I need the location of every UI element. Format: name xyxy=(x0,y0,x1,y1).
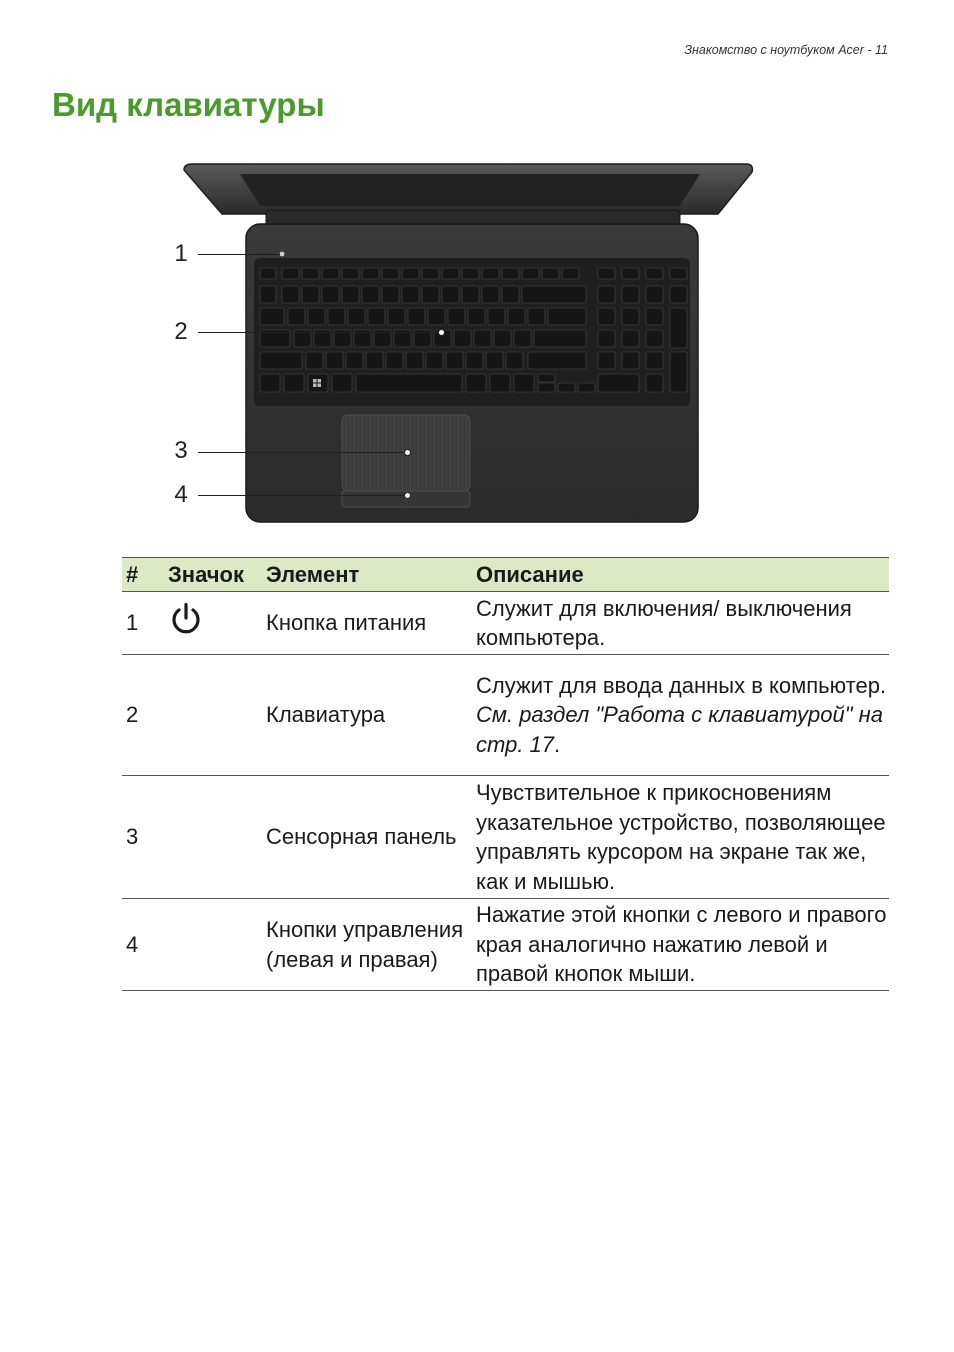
header-description: Описание xyxy=(472,558,889,592)
callout-1-line xyxy=(198,254,280,255)
laptop-keyboard-illustration xyxy=(170,160,770,530)
callout-2: 2 xyxy=(174,318,188,345)
callout-3-line xyxy=(198,452,406,453)
keyboard-spec-table xyxy=(122,557,889,991)
row-element: Клавиатура xyxy=(262,655,472,776)
row-element: Кнопки управления (левая и правая) xyxy=(262,899,472,991)
table-header-row xyxy=(122,558,889,592)
callout-3-dot xyxy=(404,449,411,456)
row-element: Кнопка питания xyxy=(262,592,472,655)
row-num: 4 xyxy=(122,899,164,991)
callout-3: 3 xyxy=(174,437,188,464)
header-icon: Значок xyxy=(164,558,262,592)
row-description: Служит для включения/ выключения компьютера. xyxy=(472,592,889,655)
row-description: Нажатие этой кнопки с левого и правого края аналогично нажатию левой и правой кнопок мыши. xyxy=(472,899,889,991)
row-description xyxy=(472,655,889,776)
callout-4-line xyxy=(198,495,406,496)
table-row xyxy=(122,899,889,991)
power-button-dot xyxy=(280,252,285,257)
row-element: Сенсорная панель xyxy=(262,776,472,899)
row-num: 3 xyxy=(122,776,164,899)
row-num: 2 xyxy=(122,655,164,776)
laptop-drawing xyxy=(170,160,770,530)
row-num: 1 xyxy=(122,592,164,655)
cross-reference-link[interactable]: См. раздел "Работа с клавиатурой" на стр. 17 xyxy=(476,702,884,757)
page-title: Вид клавиатуры xyxy=(52,86,325,123)
running-header: Знакомство с ноутбуком Acer - 11 xyxy=(684,43,888,57)
header-num: # xyxy=(122,558,164,592)
table-row xyxy=(122,592,889,655)
callout-2-line xyxy=(198,332,440,333)
callout-2-dot xyxy=(438,329,445,336)
callout-4-dot xyxy=(404,492,411,499)
power-icon xyxy=(168,601,204,637)
row-icon xyxy=(164,776,262,899)
row-icon xyxy=(164,899,262,991)
callout-4: 4 xyxy=(174,481,188,508)
row-description: Чувствительное к прикосновениям указательное устройство, позволяющее управлять курсором на экране так же, как и мышью. xyxy=(472,776,889,899)
description-text: Служит для ввода данных в компьютер. xyxy=(476,672,887,698)
callout-1: 1 xyxy=(174,240,188,267)
row-icon xyxy=(164,655,262,776)
header-element: Элемент xyxy=(262,558,472,592)
table-row xyxy=(122,776,889,899)
reference-end: . xyxy=(554,731,561,757)
row-icon xyxy=(164,592,262,655)
lid-inner xyxy=(240,174,700,206)
description-reference xyxy=(476,700,889,759)
table-row xyxy=(122,655,889,776)
